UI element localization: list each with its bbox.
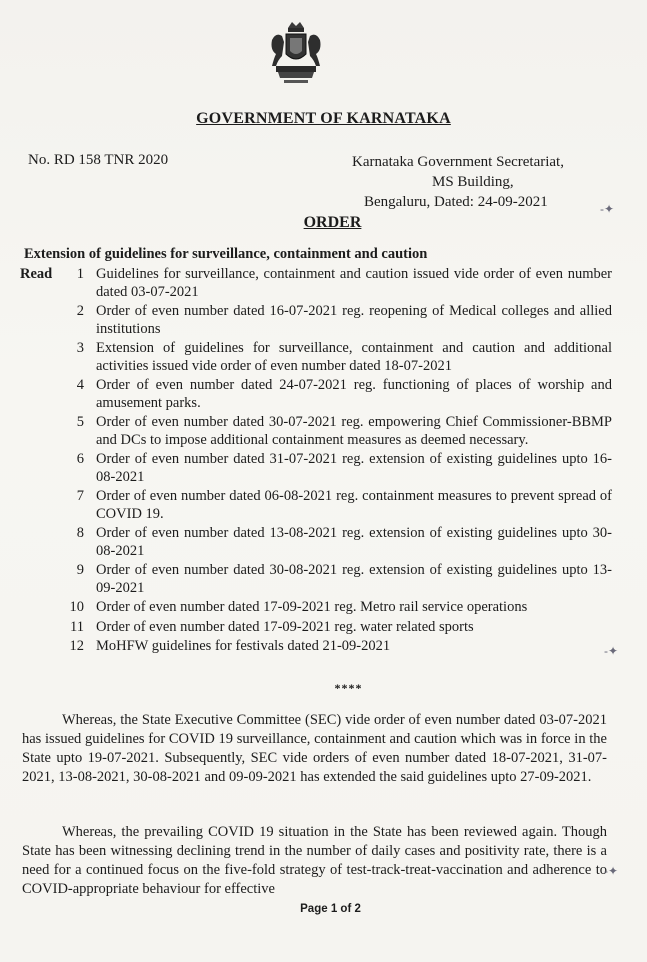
read-item xyxy=(60,562,612,597)
read-item-number: 9 xyxy=(76,562,84,578)
read-item-number: 4 xyxy=(76,377,84,393)
read-item-number: 3 xyxy=(76,340,84,356)
paragraph-1-text: Whereas, the State Executive Committee (SEC) vide order of even number dated 03-07-2021 has issued guidelines for COVID 19 surveillance, containment and caution which was in force in the State upto 19-07-2021. Subsequently, SEC vide orders of even number dated 18-07-2021, 31-07-2021, 13-08-2021, 30-08-2021 and 09-09-2021 has extended the said guidelines upto 27-09-2021. xyxy=(22,712,607,785)
read-item-text: Order of even number dated 17-09-2021 reg. Metro rail service operations xyxy=(96,599,528,615)
read-item-number: 12 xyxy=(69,638,84,654)
read-item-text: Order of even number dated 30-07-2021 reg. empowering Chief Commissioner-BBMP and DCs to impose additional containment measures as deemed necessary. xyxy=(96,414,612,448)
read-item-number: 1 xyxy=(76,266,84,282)
read-item xyxy=(60,266,612,301)
read-item-text: Order of even number dated 13-08-2021 reg. extension of existing guidelines upto 30-08-2021 xyxy=(96,525,612,559)
reference-number: No. RD 158 TNR 2020 xyxy=(28,152,169,168)
margin-pen-mark: -✦ xyxy=(604,644,619,658)
read-item-number: 2 xyxy=(76,303,84,319)
read-item xyxy=(60,619,612,637)
read-item-number: 10 xyxy=(69,599,84,615)
read-item-number: 11 xyxy=(70,618,84,635)
margin-pen-mark: -✦ xyxy=(604,864,619,878)
section-separator: **** xyxy=(334,681,363,695)
read-item-number: 7 xyxy=(76,488,84,504)
paragraph-2-text: Whereas, the prevailing COVID 19 situation in the State has been reviewed again. Though State has been witnessing declining trend in the number of daily cases and positivity rate, there is a need for a continued focus on the five-fold strategy of test-track-treat-vaccination and adherence to COVID-appropriate behaviour for effective xyxy=(22,824,607,897)
read-item-number: 5 xyxy=(76,414,84,430)
margin-pen-mark: -✦ xyxy=(600,202,615,216)
karnataka-emblem-icon xyxy=(268,20,324,90)
page-total: 2 xyxy=(354,903,361,915)
read-references-list xyxy=(60,266,612,658)
government-title: GOVERNMENT OF KARNATAKA xyxy=(196,110,451,127)
read-item-text: Order of even number dated 24-07-2021 reg. functioning of places of worship and amusement parks. xyxy=(96,377,612,411)
read-item-text: Order of even number dated 16-07-2021 reg. reopening of Medical colleges and allied institutions xyxy=(96,303,612,337)
issuing-address xyxy=(352,152,564,212)
read-item-text: MoHFW guidelines for festivals dated 21-09-2021 xyxy=(96,638,391,654)
read-item-text: Order of even number dated 31-07-2021 reg. extension of existing guidelines upto 16-08-2021 xyxy=(96,451,612,485)
read-item-text: Order of even number dated 17-09-2021 reg. water related sports xyxy=(96,618,474,635)
address-line-1: Karnataka Government Secretariat, xyxy=(352,154,564,170)
page-current: 1 xyxy=(330,903,338,915)
address-line-3: Bengaluru, Dated: 24-09-2021 xyxy=(364,194,548,210)
address-line-2: MS Building, xyxy=(432,174,514,190)
paragraph-2 xyxy=(22,823,607,899)
read-item-text: Guidelines for surveillance, containment and caution issued vide order of even number dated 03-07-2021 xyxy=(96,266,612,300)
page-separator: of xyxy=(337,903,355,915)
read-item xyxy=(60,599,612,617)
read-item xyxy=(60,451,612,486)
read-item xyxy=(60,488,612,523)
read-item xyxy=(60,377,612,412)
page-number xyxy=(0,903,647,915)
read-item-number: 6 xyxy=(76,451,84,467)
read-item xyxy=(60,525,612,560)
read-item-text: Order of even number dated 30-08-2021 reg. extension of existing guidelines upto 13-09-2021 xyxy=(96,562,612,596)
read-item-number: 8 xyxy=(76,525,84,541)
read-item xyxy=(60,414,612,449)
read-label: Read xyxy=(20,266,53,282)
read-item xyxy=(60,340,612,375)
page-prefix: Page xyxy=(300,903,331,915)
read-item xyxy=(60,638,612,656)
read-item-text: Order of even number dated 06-08-2021 reg. containment measures to prevent spread of COVID 19. xyxy=(96,488,612,522)
order-subject: Extension of guidelines for surveillance, containment and caution xyxy=(24,246,428,262)
order-title: ORDER xyxy=(303,214,362,231)
read-item xyxy=(60,303,612,338)
paragraph-1 xyxy=(22,711,607,787)
read-item-text: Extension of guidelines for surveillance, containment and caution and additional activities issued vide order of even number dated 18-07-2021 xyxy=(96,340,612,374)
